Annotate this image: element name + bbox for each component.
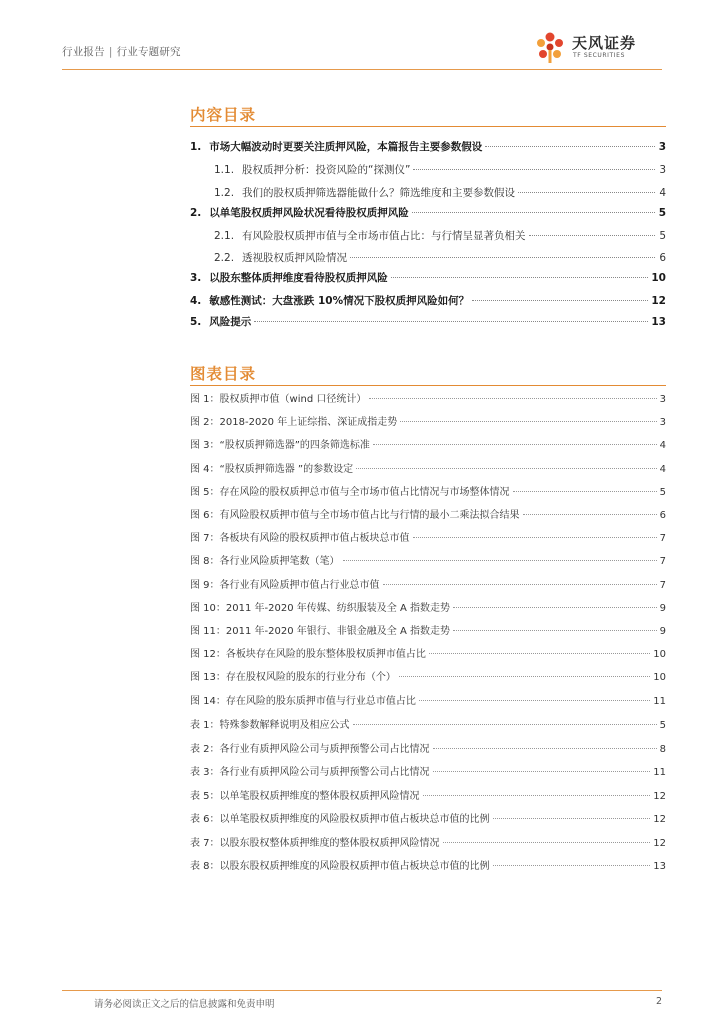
figure-entry[interactable]	[190, 576, 666, 592]
report-subtype: 行业专题研究	[116, 46, 181, 58]
figure-entry[interactable]	[190, 622, 666, 638]
figure-entry[interactable]	[190, 390, 666, 406]
figure-entry-page: 10	[653, 649, 666, 661]
contents-title-rule	[190, 126, 666, 127]
figure-entry-text: 图 12：各板块存在风险的股东整体股权质押市值占比	[190, 649, 426, 661]
figure-entry-text: 图 11：2011 年-2020 年银行、非银金融及全 A 指数走势	[190, 626, 450, 637]
table-entry-page: 8	[659, 743, 666, 755]
toc-item-page: 5	[659, 230, 666, 242]
dot-leader	[433, 771, 651, 772]
table-entry-text: 表 7：以股东股权整体质押维度的整体股权质押风险情况	[190, 837, 440, 849]
dot-leader	[523, 514, 657, 515]
figure-entry-text: 图 10：2011 年-2020 年传媒、纺织服装及全 A 指数走势	[190, 602, 450, 614]
figure-entry-page: 5	[659, 486, 666, 498]
table-entry-page: 12	[653, 814, 666, 825]
table-entry[interactable]	[190, 740, 666, 756]
figure-entry-text: 图 14：存在风险的股东质押市值与行业总市值占比	[190, 695, 416, 707]
toc-item[interactable]	[214, 250, 666, 266]
toc-item-text: 透视股权质押风险情况	[242, 252, 348, 264]
figure-entry-text: 图 5：存在风险的股权质押总市值与全市场市值占比情况与市场整体情况	[190, 486, 510, 498]
toc-item[interactable]	[190, 205, 666, 221]
table-entry-text: 表 8：以股东股权质押维度的风险股权质押市值占板块总市值的比例	[190, 861, 490, 872]
dot-leader	[413, 169, 655, 170]
page-header	[62, 34, 662, 68]
table-entry-text: 表 5：以单笔股权质押维度的整体股权质押风险情况	[190, 790, 420, 802]
toc-item-text: 市场大幅波动时更要关注质押风险，本篇报告主要参数假设	[209, 141, 483, 153]
toc-item-text: 有风险股权质押市值与全市场市值占比：与行情呈显著负相关	[242, 230, 526, 242]
figure-entry-page: 4	[659, 440, 666, 452]
figure-entry-page: 9	[659, 602, 666, 614]
figure-entry-text: 图 4：“股权质押筛选器 ”的参数设定	[190, 463, 354, 475]
figure-entry[interactable]	[190, 413, 666, 429]
figure-entry[interactable]	[190, 483, 666, 499]
dot-leader	[493, 865, 651, 866]
footer-divider	[62, 990, 662, 991]
footer-disclaimer: 请务必阅读正文之后的信息披露和免责申明	[94, 999, 275, 1010]
toc-item-number: 1.1.	[214, 164, 235, 176]
toc-item-page: 12	[651, 295, 666, 307]
figure-entry[interactable]	[190, 668, 666, 684]
toc-item[interactable]	[214, 228, 666, 244]
dot-leader	[443, 842, 651, 843]
dot-leader	[429, 653, 650, 654]
figure-entry-text: 图 8：各行业风险质押笔数（笔）	[190, 556, 340, 568]
figure-entry-text: 图 9：各行业有风险质押市值占行业总市值	[190, 579, 380, 591]
toc-item-text: 以股东整体质押维度看待股权质押风险	[209, 272, 388, 284]
toc-item-page: 6	[659, 252, 666, 264]
figure-entry-page: 11	[653, 695, 666, 707]
toc-item-number: 2.	[190, 207, 202, 219]
toc-item-number: 4.	[190, 295, 202, 307]
toc-item-page: 10	[651, 272, 666, 284]
figure-entry-text: 图 2：2018-2020 年上证综指、深证成指走势	[190, 417, 398, 429]
table-entry-page: 11	[653, 767, 666, 778]
header-separator: |	[108, 46, 113, 58]
toc-item-number: 2.1.	[214, 230, 235, 242]
dot-leader	[356, 468, 657, 469]
figure-entry[interactable]	[190, 599, 666, 615]
figure-entry[interactable]	[190, 506, 666, 522]
toc-item-page: 4	[659, 187, 666, 199]
table-entry-page: 12	[653, 837, 666, 849]
toc-item-number: 1.2.	[214, 187, 235, 199]
figure-entry-page: 7	[659, 579, 666, 591]
dot-leader	[485, 146, 655, 147]
figure-entry[interactable]	[190, 436, 666, 452]
table-entry[interactable]	[190, 763, 666, 779]
table-entry-page: 5	[659, 720, 666, 731]
dot-leader	[350, 257, 655, 258]
toc-item-page: 3	[659, 164, 666, 176]
figure-entry[interactable]	[190, 460, 666, 476]
figures-title: 图表目录	[190, 365, 257, 383]
figure-entry-text: 图 7：各板块有风险的股权质押市值占板块总市值	[190, 533, 410, 545]
table-entry-text: 表 2：各行业有质押风险公司与质押预警公司占比情况	[190, 743, 430, 755]
table-entry-page: 13	[653, 861, 666, 872]
table-entry-page: 12	[653, 790, 666, 802]
table-entry[interactable]	[190, 857, 666, 873]
figures-title-rule	[190, 385, 666, 386]
table-entry-text: 表 3：各行业有质押风险公司与质押预警公司占比情况	[190, 767, 430, 778]
figure-entry-page: 3	[659, 394, 666, 405]
figure-entry-page: 7	[659, 556, 666, 568]
company-logo	[532, 30, 662, 66]
toc-item-text: 敏感性测试：大盘涨跌 10%情况下股权质押风险如何？	[209, 295, 470, 307]
dot-leader	[399, 676, 650, 677]
table-entry-text: 表 6：以单笔股权质押维度的风险股权质押市值占板块总市值的比例	[190, 814, 490, 825]
figure-entry-text: 图 3：“股权质押筛选器”的四条筛选标准	[190, 440, 370, 452]
table-entry[interactable]	[190, 787, 666, 803]
toc-item[interactable]	[214, 162, 666, 178]
figure-entry-text: 图 13：存在股权风险的股东的行业分布（个）	[190, 672, 396, 684]
toc-item[interactable]	[190, 314, 666, 330]
figure-entry-text: 图 1：股权质押市值（wind 口径统计）	[190, 394, 367, 405]
page-number: 2	[655, 996, 662, 1007]
dot-leader	[391, 277, 649, 278]
table-entry-text: 表 1：特殊参数解释说明及相应公式	[190, 720, 350, 731]
figure-entry-page: 6	[659, 510, 666, 521]
dot-leader	[453, 630, 657, 631]
figure-entry-page: 10	[653, 672, 666, 684]
toc-item[interactable]	[190, 139, 666, 155]
figure-entry-text: 图 6：有风险股权质押市值与全市场市值占比与行情的最小二乘法拟合结果	[190, 510, 520, 521]
figure-entry-page: 9	[659, 626, 666, 637]
dot-leader	[453, 607, 657, 608]
toc-item-text: 风险提示	[209, 316, 252, 328]
toc-item-number: 2.2.	[214, 252, 235, 264]
dot-leader	[419, 700, 650, 701]
dot-leader	[369, 398, 656, 399]
figure-entry[interactable]	[190, 645, 666, 661]
toc-item-text: 股权质押分析：投资风险的“探测仪”	[242, 164, 411, 176]
dot-leader	[518, 192, 655, 193]
figure-entry-page: 3	[659, 417, 666, 429]
toc-item-page: 3	[658, 141, 666, 153]
toc-item[interactable]	[190, 270, 666, 286]
toc-item[interactable]	[190, 293, 666, 309]
toc-item-number: 3.	[190, 272, 202, 284]
figure-entry-page: 4	[659, 463, 666, 475]
header-divider	[62, 69, 662, 70]
report-type: 行业报告	[62, 46, 105, 58]
flower-logo-icon	[532, 30, 568, 66]
toc-item-number: 1.	[190, 141, 202, 153]
toc-item-number: 5.	[190, 316, 202, 328]
dot-leader	[353, 724, 657, 725]
toc-item-text: 以单笔股权质押风险状况看待股权质押风险	[209, 207, 409, 219]
dot-leader	[400, 421, 656, 422]
dot-leader	[254, 321, 648, 322]
logo-subtext: TF SECURITIES	[573, 52, 625, 59]
dot-leader	[433, 748, 657, 749]
dot-leader	[493, 818, 651, 819]
dot-leader	[343, 560, 657, 561]
dot-leader	[513, 491, 657, 492]
toc-item-page: 5	[658, 207, 666, 219]
table-entry[interactable]	[190, 810, 666, 826]
contents-title: 内容目录	[190, 106, 257, 124]
header-breadcrumb	[62, 44, 181, 59]
dot-leader	[529, 235, 655, 236]
table-entry[interactable]	[190, 834, 666, 850]
dot-leader	[383, 584, 657, 585]
figure-entry[interactable]	[190, 529, 666, 545]
figure-entry[interactable]	[190, 552, 666, 568]
dot-leader	[412, 212, 655, 213]
dot-leader	[413, 537, 657, 538]
dot-leader	[472, 300, 648, 301]
toc-item[interactable]	[214, 185, 666, 201]
table-entry[interactable]	[190, 716, 666, 732]
dot-leader	[373, 444, 657, 445]
toc-item-text: 我们的股权质押筛选器能做什么？筛选维度和主要参数假设	[242, 187, 516, 199]
figure-entry[interactable]	[190, 692, 666, 708]
dot-leader	[423, 795, 651, 796]
logo-text: 天风证券	[572, 34, 637, 52]
figure-entry-page: 7	[659, 533, 666, 545]
toc-item-page: 13	[651, 316, 666, 328]
